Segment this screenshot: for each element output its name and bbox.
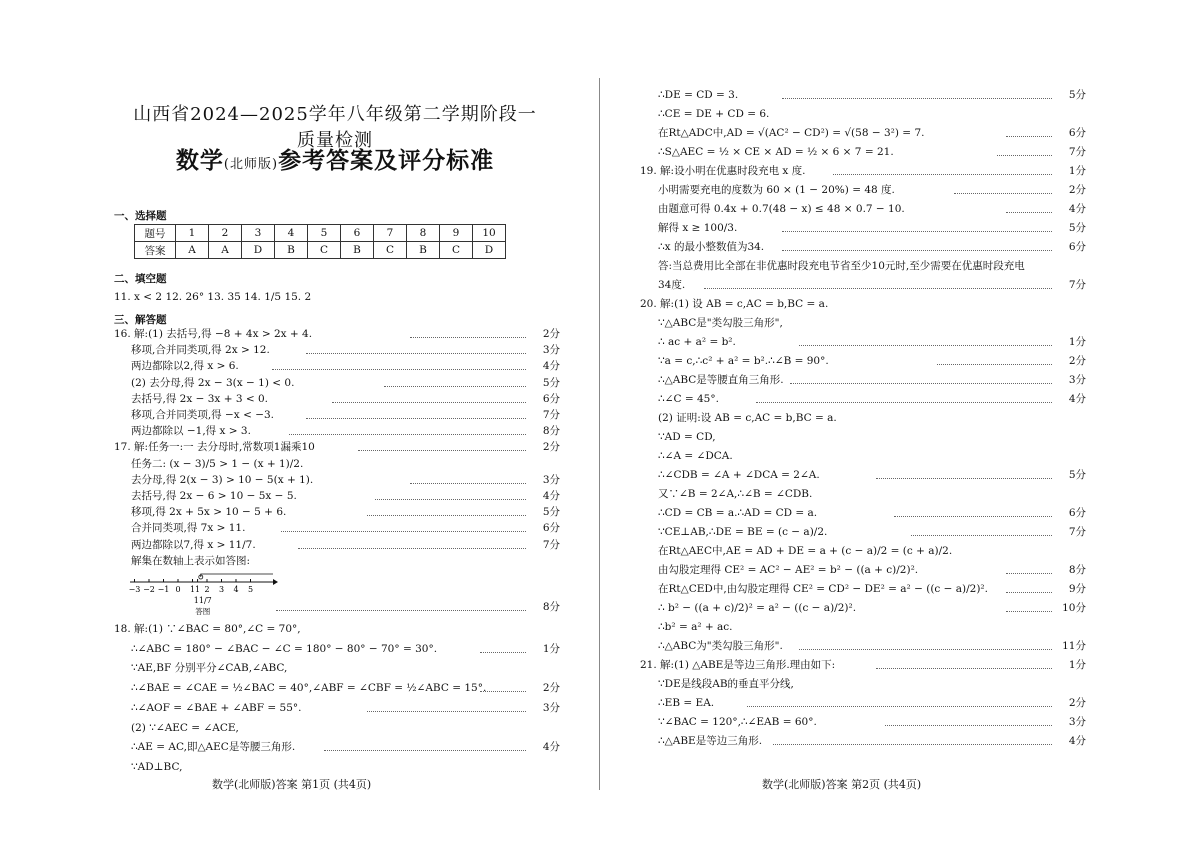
tick-label: −3 xyxy=(128,585,141,594)
dot-leader xyxy=(358,450,526,451)
tick-label: 4 xyxy=(233,585,239,594)
solution-ray xyxy=(201,574,273,577)
dot-leader xyxy=(281,531,526,532)
section-fill-heading: 二、填空题 xyxy=(114,273,167,285)
solution-line: ∴CD = CB = a.∴AD = CD = a. xyxy=(658,507,818,519)
score-label: 5分 xyxy=(1068,469,1086,481)
dot-leader xyxy=(1006,136,1052,137)
dot-leader xyxy=(773,744,1052,745)
solution-line: ∴∠ABC = 180° − ∠BAC − ∠C = 180° − 80° − 70° = 30°. xyxy=(131,642,438,655)
dot-leader xyxy=(480,691,526,692)
solution-line: ∴∠CDB = ∠A + ∠DCA = 2∠A. xyxy=(658,469,820,481)
section-solution-heading: 三、解答题 xyxy=(114,314,167,326)
solution-line: ∴EB = EA. xyxy=(658,697,715,709)
score-label: 4分 xyxy=(1068,393,1086,405)
table-header-cell: 答案 xyxy=(135,242,176,259)
answer-cell: D xyxy=(242,242,275,259)
fill-answers: 11. x < 2 12. 26° 13. 35 14. 1/5 15. 2 xyxy=(114,291,312,303)
score-label: 10分 xyxy=(1062,602,1086,614)
solution-line: 由题意可得 0.4x + 0.7(48 − x) ≤ 48 × 0.7 − 10. xyxy=(658,203,905,215)
score-label: 7分 xyxy=(542,538,560,551)
solution-line: 17. 解:任务一:一 去分母时,常数项1漏乘10 xyxy=(114,441,315,454)
dot-leader xyxy=(876,478,1052,479)
question-number-cell: 2 xyxy=(209,225,242,242)
dot-leader xyxy=(272,369,526,370)
score-label: 5分 xyxy=(542,506,560,519)
score-label: 11分 xyxy=(1062,640,1086,652)
question-number-cell: 9 xyxy=(440,225,473,242)
score-label: 9分 xyxy=(1068,583,1086,595)
solution-line: 任务二: (x − 3)/5 > 1 − (x + 1)/2. xyxy=(131,457,304,470)
solution-line: 移项,合并同类项,得 2x > 12. xyxy=(131,344,270,357)
score-label: 6分 xyxy=(1068,507,1086,519)
solution-line: 18. 解:(1) ∵∠BAC = 80°,∠C = 70°, xyxy=(114,623,301,635)
solution-line: 小明需要充电的度数为 60 × (1 − 20%) = 48 度. xyxy=(658,184,895,196)
solution-line: ∴ b² − ((a + c)/2)² = a² − ((c − a)/2)². xyxy=(658,602,857,614)
dot-leader xyxy=(324,750,526,751)
score-label: 4分 xyxy=(542,490,560,502)
score-label: 3分 xyxy=(1068,716,1086,728)
solution-line: 去括号,得 2x − 6 > 10 − 5x − 5. xyxy=(131,490,297,502)
answer-cell: D xyxy=(473,242,506,259)
answer-cell: A xyxy=(176,242,209,259)
solution-line: 两边都除以2,得 x > 6. xyxy=(131,360,239,373)
score-label: 4分 xyxy=(542,741,560,754)
dot-leader xyxy=(937,364,1052,365)
score-label: 2分 xyxy=(542,328,560,340)
question-number-cell: 5 xyxy=(308,225,341,242)
score-label: 6分 xyxy=(1068,127,1086,139)
solution-line: 21. 解:(1) △ABE是等边三角形.理由如下: xyxy=(640,659,836,671)
question-number-cell: 3 xyxy=(242,225,275,242)
dot-leader xyxy=(704,288,1052,289)
solution-line: 移项,合并同类项,得 −x < −3. xyxy=(131,409,275,421)
solution-line: ∵△ABC是"类勾股三角形", xyxy=(658,317,783,329)
tick-label: 1 xyxy=(189,585,196,594)
score-label: 8分 xyxy=(1068,564,1086,576)
solution-line: 合并同类项,得 7x > 11. xyxy=(131,522,246,535)
solution-line: ∴AE = AC,即△AEC是等腰三角形. xyxy=(131,741,296,754)
solution-line: ∴DE = CD = 3. xyxy=(658,89,739,101)
score-label: 1分 xyxy=(1068,659,1086,671)
solution-line: 去分母,得 2(x − 3) > 10 − 5(x + 1). xyxy=(131,473,314,486)
table-header-cell: 题号 xyxy=(135,225,176,242)
dot-leader xyxy=(367,711,526,712)
document-title xyxy=(130,142,540,175)
solution-line: ∵AE,BF 分别平分∠CAB,∠ABC, xyxy=(131,662,288,675)
dot-leader xyxy=(306,353,526,354)
score-label: 3分 xyxy=(542,701,560,714)
score-label: 3分 xyxy=(542,344,560,357)
solution-line: ∵∠BAC = 120°,∴∠EAB = 60°. xyxy=(658,716,817,728)
solution-line: 答:当总费用比全部在非优惠时段充电节省至少10元时,至少需要在优惠时段充电 xyxy=(658,260,1025,272)
solution-line: 19. 解:设小明在优惠时段充电 x 度. xyxy=(640,165,806,177)
answer-cell: C xyxy=(440,242,473,259)
dot-leader xyxy=(375,499,526,500)
section-choice-heading: 一、选择题 xyxy=(114,210,167,222)
score-label: 1分 xyxy=(542,642,560,655)
tick-label: 0 xyxy=(175,585,181,594)
solution-line: 两边都除以 −1,得 x > 3. xyxy=(131,425,251,438)
solution-line: 由勾股定理得 CE² = AC² − AE² = b² − ((a + c)/2)². xyxy=(658,564,919,576)
solution-line: 移项,得 2x + 5x > 10 − 5 + 6. xyxy=(131,506,287,519)
dot-leader xyxy=(410,483,526,484)
solution-line: ∴∠C = 45°. xyxy=(658,393,719,405)
question-number-cell: 7 xyxy=(374,225,407,242)
solution-line: ∴CE = DE + CD = 6. xyxy=(658,108,770,120)
solution-line: (2) 去分母,得 2x − 3(x − 1) < 0. xyxy=(131,376,295,389)
fraction-label: 11/7 xyxy=(193,596,212,605)
tick-label: 5 xyxy=(247,585,254,594)
score-label: 2分 xyxy=(1068,184,1086,196)
page-divider xyxy=(599,78,600,790)
dot-leader xyxy=(876,668,1052,669)
dot-leader xyxy=(410,337,526,338)
dot-leader xyxy=(782,231,1052,232)
score-label: 6分 xyxy=(542,522,560,535)
figure-caption: 答图 xyxy=(195,607,211,616)
tick-label: −1 xyxy=(157,585,170,594)
solution-line: ∵a = c,∴c² + a² = b².∴∠B = 90°. xyxy=(658,355,829,367)
solution-line: 34度. xyxy=(658,279,686,291)
score-label: 7分 xyxy=(1068,146,1086,158)
title-version: (北师版) xyxy=(223,157,279,172)
score-label: 2分 xyxy=(1068,355,1086,367)
dot-leader xyxy=(756,402,1052,403)
axis-arrow xyxy=(273,579,278,585)
solution-line: ∵AD⊥BC, xyxy=(131,760,183,773)
solution-line: 解得 x ≥ 100/3. xyxy=(658,222,738,234)
title-main: 参考答案及评分标准 xyxy=(278,147,495,174)
question-number-cell: 6 xyxy=(341,225,374,242)
score-label: 3分 xyxy=(542,473,560,486)
score-label: 5分 xyxy=(542,376,560,389)
dot-leader xyxy=(799,345,1052,346)
tick-label: −2 xyxy=(143,585,155,594)
solution-line: 又∵∠B = 2∠A,∴∠B = ∠CDB. xyxy=(658,488,813,500)
score-label: 4分 xyxy=(542,360,560,373)
question-number-cell: 1 xyxy=(176,225,209,242)
answer-cell: B xyxy=(407,242,440,259)
dot-leader xyxy=(1006,592,1052,593)
score-label: 2分 xyxy=(1068,697,1086,709)
dot-leader xyxy=(480,652,526,653)
solution-line: ∴△ABE是等边三角形. xyxy=(658,735,763,747)
solution-line: 去括号,得 2x − 3x + 3 < 0. xyxy=(131,392,268,405)
score-label: 5分 xyxy=(1068,89,1086,101)
solution-line: ∴∠AOF = ∠BAE + ∠ABF = 55°. xyxy=(131,701,302,714)
tick-label: 1 xyxy=(195,585,201,594)
dot-leader xyxy=(367,515,526,516)
dot-leader xyxy=(276,610,526,611)
dot-leader xyxy=(782,250,1052,251)
score-label: 3分 xyxy=(1068,374,1086,386)
score-label: 1分 xyxy=(1068,336,1086,348)
score-label: 6分 xyxy=(1068,241,1086,253)
solution-line: ∴x 的最小整数值为34. xyxy=(658,241,765,253)
dot-leader xyxy=(289,434,526,435)
solution-line: 两边都除以7,得 x > 11/7. xyxy=(131,538,256,551)
score-label: 8分 xyxy=(542,425,560,438)
dot-leader xyxy=(782,98,1052,99)
score-label: 4分 xyxy=(1068,735,1086,747)
solution-line: 在Rt△CED中,由勾股定理得 CE² = CD² − DE² = a² − ((c − a)/2)². xyxy=(658,583,988,595)
answer-page-1 xyxy=(0,0,598,849)
dot-leader xyxy=(894,516,1052,517)
solution-line: ∴∠BAE = ∠CAE = ½∠BAC = 40°,∠ABF = ∠CBF = ½∠ABC = 15°. xyxy=(131,682,487,695)
solution-line: ∵AD = CD, xyxy=(658,431,716,443)
dot-leader xyxy=(790,383,1052,384)
answer-cell: C xyxy=(374,242,407,259)
solution-line: ∴ ac + a² = b². xyxy=(658,336,736,348)
score-label: 4分 xyxy=(1068,203,1086,215)
solution-line: (2) 证明:设 AB = c,AC = b,BC = a. xyxy=(658,412,837,424)
solution-line: ∵CE⊥AB,∴DE = BE = (c − a)/2. xyxy=(658,526,828,538)
dot-leader xyxy=(885,725,1052,726)
score-label: 2分 xyxy=(542,441,560,454)
solution-line: 在Rt△ADC中,AD = √(AC² − CD²) = √(58 − 3²) = 7. xyxy=(658,127,925,139)
answer-cell: B xyxy=(341,242,374,259)
tick-label: 3 xyxy=(218,585,225,594)
dot-leader xyxy=(833,174,1052,175)
page-footer: 数学(北师版)答案 第2页 (共4页) xyxy=(762,778,922,791)
solution-line: 20. 解:(1) 设 AB = c,AC = b,BC = a. xyxy=(640,298,829,310)
score-label: 2分 xyxy=(542,682,560,695)
dot-leader xyxy=(1006,573,1052,574)
question-number-cell: 10 xyxy=(473,225,506,242)
solution-line: ∴∠A = ∠DCA. xyxy=(658,450,733,462)
score-label: 1分 xyxy=(1068,165,1086,177)
answer-page-2 xyxy=(602,0,1200,849)
score-label: 6分 xyxy=(542,392,560,405)
dot-leader xyxy=(384,386,526,387)
dot-leader xyxy=(298,548,526,549)
solution-line: 在Rt△AEC中,AE = AD + DE = a + (c − a)/2 = (c + a)/2. xyxy=(658,545,953,557)
score-label: 8分 xyxy=(542,601,560,613)
tick-label: 2 xyxy=(204,585,210,594)
score-label: 7分 xyxy=(1068,526,1086,538)
solution-line: 解集在数轴上表示如答图: xyxy=(131,554,251,567)
dot-leader xyxy=(1006,611,1052,612)
number-line-svg xyxy=(128,572,278,616)
question-number-cell: 4 xyxy=(275,225,308,242)
dot-leader xyxy=(799,649,1052,650)
answer-cell: B xyxy=(275,242,308,259)
answer-cell: A xyxy=(209,242,242,259)
dot-leader xyxy=(306,418,526,419)
dot-leader xyxy=(1006,212,1052,213)
answer-cell: C xyxy=(308,242,341,259)
dot-leader xyxy=(747,706,1052,707)
page-footer: 数学(北师版)答案 第1页 (共4页) xyxy=(212,778,372,791)
exam-title: 山西省2024—2025学年八年级第二学期阶段一质量检测 xyxy=(133,104,537,151)
answer-table xyxy=(134,224,506,259)
dot-leader xyxy=(332,402,526,403)
score-label: 5分 xyxy=(1068,222,1086,234)
question-number-cell: 8 xyxy=(407,225,440,242)
solution-line: ∴b² = a² + ac. xyxy=(658,621,733,633)
title-subject: 数学 xyxy=(175,147,224,174)
number-line-figure xyxy=(128,572,278,616)
solution-line: (2) ∵∠AEC = ∠ACE, xyxy=(131,721,239,734)
solution-line: ∴S△AEC = ½ × CE × AD = ½ × 6 × 7 = 21. xyxy=(658,146,894,158)
solution-line: 16. 解:(1) 去括号,得 −8 + 4x > 2x + 4. xyxy=(114,328,313,340)
solution-line: ∴△ABC是等腰直角三角形. xyxy=(658,374,784,386)
dot-leader xyxy=(911,535,1052,536)
solution-line: ∵DE是线段AB的垂直平分线, xyxy=(658,678,794,690)
score-label: 7分 xyxy=(542,409,560,421)
score-label: 7分 xyxy=(1068,279,1086,291)
solution-line: ∴△ABC为"类勾股三角形". xyxy=(658,640,783,652)
dot-leader xyxy=(954,193,1052,194)
dot-leader xyxy=(997,155,1052,156)
